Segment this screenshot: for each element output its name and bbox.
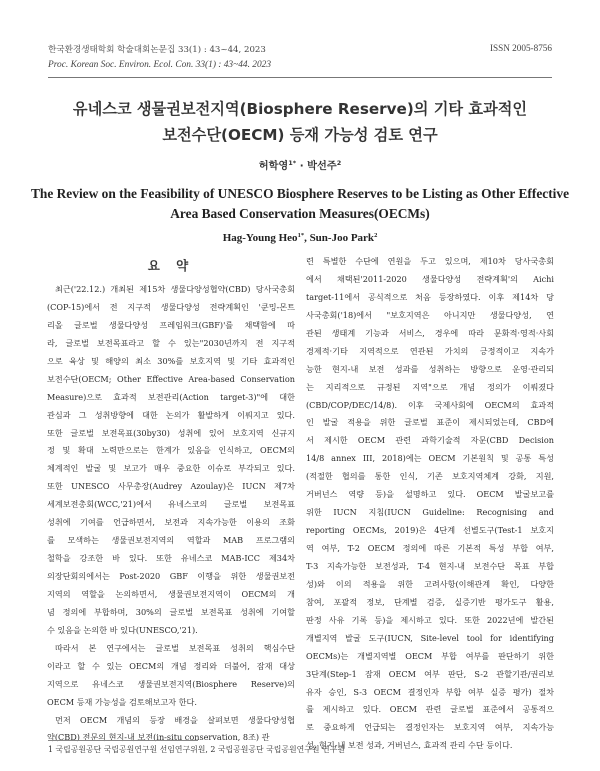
- authors-en: Hag-Young Heo$^{1*}$, Sun-Joo Park$^2$: [222, 232, 378, 244]
- abstract-line: 역 여부, T-2 OECM 정의에 따른 기본적 특성 부합 여부,: [306, 543, 554, 553]
- abstract-line: 정 및 확대 노력만으로는 한계가 있음을 인식하고, OECM의: [47, 445, 295, 456]
- journal-header-en: Proc. Korean Soc. Environ. Ecol. Con. 33(1) : 43~44. 2023: [48, 60, 272, 70]
- abstract-line: 따라서 본 연구에서는 글로벌 보전목표 성취의 핵심수단: [55, 642, 295, 653]
- abstract-line: 관심과 그 성취방향에 대한 논의가 활발하게 이뤄지고 있다.: [47, 409, 295, 420]
- abstract-line: 성취에 기여를 언급하면서, 보전과 지속가능한 이용의 조화: [47, 517, 295, 528]
- abstract-line: 또한 UNESCO 사무총장(Audrey Azoulay)은 IUCN 제7차: [47, 481, 295, 492]
- abstract-line: 유자 승인, S-3 OECM 결정인자 부합 여부 실증 평가) 절차: [306, 686, 554, 697]
- abstract-line: Measure)으로 효과적 보전관리(Action target-3)"에 대한: [47, 391, 295, 402]
- abstract-line: 의장단회의에서는 Post-2020 GBF 이행을 위한 생물권보전: [47, 571, 295, 581]
- title-ko-line2: 보전수단(OECM) 등재 가능성 검토 연구: [162, 126, 438, 144]
- abstract-line: 거버넌스 역량 등)을 설명하고 있다. OECM 발굴보고를: [306, 489, 554, 500]
- abstract-line: target-11에서 공식적으로 처음 등장하였다. 이후 제14차 당: [306, 291, 554, 302]
- abstract-line: 위한 IUCN 지침(IUCN Guideline: Recognising and: [306, 507, 554, 518]
- abstract-line: 으로 육상 및 해양의 최소 30%를 보호지역 및 기타 효과적인: [47, 355, 295, 366]
- abstract-line: 인 발굴 적용을 위한 글로벌 표준이 제시되었는데, CBD에: [306, 417, 554, 428]
- authors-ko: 허학영$^{1*}$ · 박선주$^2$: [258, 159, 342, 172]
- abstract-right-column: [306, 253, 554, 755]
- abstract-line: (COP-15)에서 전 지구적 생물다양성 전략계획인 '쿤밍-몬트: [47, 301, 295, 312]
- abstract-line: 세계보전총회(WCC,'21)에서 유네스코의 글로벌 보전목표: [47, 499, 295, 510]
- abstract-line: 먼저 OECM 개념의 등장 배경을 살펴보면 생물다양성협: [55, 714, 295, 725]
- abstract-line: 지역의 역할을 논의하면서, 생물권보전지역이 OECM의 개: [47, 588, 295, 599]
- abstract-line: 체계적인 발굴 및 보고가 매우 중요한 이슈로 부각되고 있다.: [47, 463, 295, 474]
- abstract-line: 로 중요하게 언급되는 결정인자는 보호지역 여부, 지속가능: [306, 722, 554, 733]
- abstract-line: 철학을 강조한 바 있다. 또한 유네스코 MAB-ICC 제34차: [47, 553, 295, 564]
- abstract-line: 개별지역 발굴 도구(IUCN, Site-level tool for identifying: [306, 632, 554, 643]
- abstract-line: 경제적·기타 지역적으로 연관된 가치의 긍정적이고 지속가: [306, 345, 554, 356]
- abstract-line: 성, 현지-내 보전 성과, 거버넌스, 효과적 관리 수단 등이다.: [306, 740, 513, 751]
- abstract-line: 3단계(Step-1 잠재 OECM 여부 판단, S-2 관할기관/권리보: [306, 668, 554, 679]
- abstract-line: 성)와 이의 적용을 위한 고려사항(이해관계 확인, 다양한: [306, 578, 554, 589]
- abstract-line: 사국총회('18)에서 "보호지역은 아니지만 생물다양성, 연: [306, 309, 554, 320]
- abstract-line: (적절한 협의를 통한 인식, 기존 보호지역체계 강화, 지원,: [306, 471, 554, 482]
- abstract-line: 라, 글로벌 보전목표라고 할 수 있는"2030년까지 전 지구적: [47, 337, 295, 348]
- title-ko-line1: 유네스코 생물권보전지역(Biosphere Reserve)의 기타 효과적인: [72, 100, 528, 118]
- footnote-rule: [48, 740, 198, 741]
- title-en-line1: The Review on the Feasibility of UNESCO Biosphere Reserves to be Listing as Other Effective: [30, 186, 570, 201]
- abstract-line: OECMs)는 개별지역별 OECM 부합 여부를 판단하기 위한: [306, 650, 554, 661]
- abstract-line: 리올 글로벌 생물다양성 프레임워크(GBF)'를 채택함에 따: [47, 319, 295, 330]
- abstract-title: 요 약: [147, 258, 195, 273]
- header-rule: [48, 77, 552, 78]
- abstract-line: reporting OECMs, 2019)은 4단계 선별도구(Test-1 보호지: [306, 525, 554, 536]
- abstract-line: (CBD/COP/DEC/14/8). 이후 국제사회에 OECM의 효과적: [306, 399, 554, 410]
- abstract-line: 를 제시하고 있다. OECM 관련 글로벌 표준에서 공통적으: [306, 704, 554, 715]
- abstract-line: 련 특별한 수단에 연원을 두고 있으며, 제10차 당사국총회: [306, 256, 554, 266]
- abstract-line: 념 정의에 부합하며, 30%의 글로벌 보전목표 성취에 기여할: [47, 606, 295, 617]
- abstract-line: 보전수단(OECM; Other Effective Area-based Conservation: [47, 373, 295, 384]
- abstract-line: 지역으로 유네스코 생물권보전지역(Biosphere Reserve)의: [47, 678, 295, 689]
- abstract-line: 또한 글로벌 보전목표(30by30) 성취에 있어 보호지역 신규지: [47, 427, 295, 438]
- abstract-line: 수 있음을 논의한 바 있다(UNESCO,'21).: [47, 624, 198, 635]
- abstract-line: 14/8 annex III, 2018)에는 OECM 기본원칙 및 공통 특성: [306, 453, 554, 464]
- abstract-line: 서 제시한 OECM 관련 과학기술적 자문(CBD Decision: [306, 435, 554, 446]
- abstract-line: 에서 채택된'2011-2020 생물다양성 전략계획'의 Aichi: [306, 273, 554, 284]
- abstract-line: 이라고 할 수 있는 OECM의 개념 정리와 더불어, 잠재 대상: [47, 660, 295, 671]
- abstract-line: 판정 사유 기록 등)을 제시하고 있다. 또한 2022년에 발간된: [306, 614, 554, 625]
- abstract-line: 관된 생태계 기능과 서비스, 경우에 따라 문화적·영적·사회: [306, 327, 554, 338]
- footnote: 1 국립공원공단 국립공원연구원 선임연구위원, 2 국립공원공단 국립공원연구원 연구원: [48, 745, 345, 754]
- abstract-line: 능한 현지-내 보전 성과를 성취하는 방향으로 운영·관리되: [306, 363, 554, 374]
- abstract-line: OECM 등재 가능성을 검토해보고자 한다.: [47, 696, 197, 707]
- title-en-line2: Area Based Conservation Measures(OECMs): [170, 206, 430, 221]
- abstract-left-column: [47, 281, 295, 747]
- abstract-line: 약(CBD) 전문의 현지-내 보전(in-situ conservation, 8조) 관: [47, 732, 270, 743]
- issn: ISSN 2005-8756: [489, 43, 552, 53]
- abstract-line: 를 모색하는 생물권보전지역의 역할과 MAB 프로그램의: [47, 535, 295, 546]
- abstract-line: 최근('22.12.) 개최된 제15차 생물다양성협약(CBD) 당사국총회: [55, 284, 295, 294]
- abstract-line: 는 지리적으로 규정된 지역"으로 개념 정의가 이뤄졌다: [306, 381, 554, 392]
- journal-header-ko: 한국환경생태학회 학술대회논문집 33(1) : 43~44, 2023: [48, 45, 266, 55]
- abstract-line: T-3 지속가능한 보전성과, T-4 현지-내 보전수단 목표 부합: [306, 560, 554, 571]
- abstract-line: 참여, 포괄적 정보, 단계별 검증, 실증기반 평가도구 활용,: [306, 596, 554, 607]
